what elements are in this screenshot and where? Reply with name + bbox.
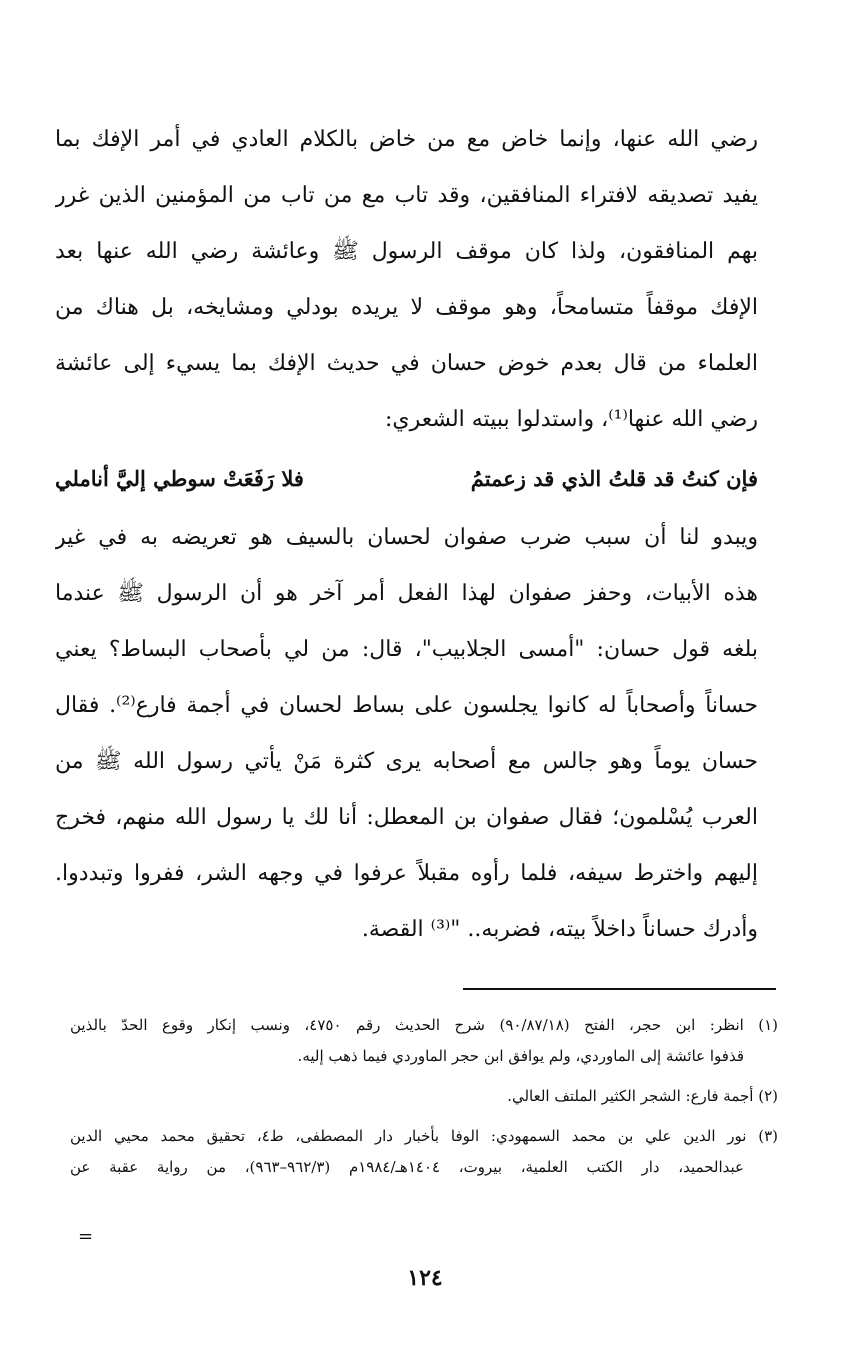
continuation-mark: = — [78, 1226, 94, 1247]
text-line: بلغه قول حسان: "أمسى الجلابيب"، قال: من لي بأصحاب البساط؟ يعني — [55, 637, 758, 662]
text-line: رضي الله عنها، وإنما خاض مع من خاض بالكلام العادي في أمر الإفك بما — [55, 127, 758, 152]
footnotes — [70, 1010, 778, 1183]
text-line: وأدرك حساناً داخلاً بيته، فضربه.. "⁽³⁾ القصة. — [361, 917, 758, 942]
text-line: ويبدو لنا أن سبب ضرب صفوان لحسان بالسيف هو تعريضه به في غير — [55, 525, 758, 550]
text-line: إليهم واخترط سيفه، فلما رأوه مقبلاً عرفوا في وجهه الشر، ففروا وتبددوا. — [55, 861, 758, 886]
footnote-3-line: (٣) نور الدين علي بن محمد السمهودي: الوفا بأخبار دار المصطفى، ط٤، تحقيق محمد محيي الدين — [70, 1127, 778, 1145]
verse-second-hemistich: فلا رَفَعَتْ سوطي إليَّ أناملي — [55, 466, 304, 491]
text-line: يفيد تصديقه لافتراء المنافقين، وقد تاب مع من تاب من المؤمنين الذين غرر — [55, 183, 758, 208]
text-line: بهم المنافقون، ولذا كان موقف الرسول ﷺ وعائشة رضي الله عنها بعد — [55, 239, 758, 264]
text-line: العرب يُسْلمون؛ فقال صفوان بن المعطل: أنا لك يا رسول الله منهم، فخرج — [55, 805, 758, 830]
page-number: ١٢٤ — [407, 1265, 443, 1291]
poetry-verse — [55, 448, 758, 510]
text-line: حسان يوماً وهو جالس مع أصحابه يرى كثرة مَنْ يأتي رسول الله ﷺ من — [55, 749, 758, 774]
footnote-separator — [463, 988, 776, 990]
text-line: حساناً وأصحاباً له كانوا يجلسون على بساط لحسان في أجمة فارع⁽²⁾. فقال — [55, 693, 758, 718]
text-line: العلماء من قال بعدم خوض حسان في حديث الإفك بما يسيء إلى عائشة — [55, 351, 758, 376]
main-text — [55, 112, 758, 958]
text-line: الإفك موقفاً متسامحاً، وهو موقف لا يريده بودلي ومشايخه، بل هناك من — [55, 295, 758, 320]
footnote-3-line: عبدالحميد، دار الكتب العلمية، بيروت، ١٤٠٤هـ/١٩٨٤م (٩٦٢/٣–٩٦٣)، من رواية عقبة عن — [70, 1158, 744, 1176]
footnote-1-line: (١) انظر: ابن حجر، الفتح (٩٠/٨٧/١٨) شرح الحديث رقم ٤٧٥٠، ونسب إنكار وقوع الحدّ بالذين — [70, 1016, 778, 1034]
footnote-1-line: قذفوا عائشة إلى الماوردي، ولم يوافق ابن حجر الماوردي فيما ذهب إليه. — [297, 1047, 744, 1065]
verse-first-hemistich: فإن كنتُ قد قلتُ الذي قد زعمتمُ — [470, 466, 758, 491]
text-line: رضي الله عنها⁽¹⁾، واستدلوا ببيته الشعري: — [384, 407, 758, 432]
text-line: هذه الأبيات، وحفز صفوان لهذا الفعل أمر آخر هو أن الرسول ﷺ عندما — [55, 581, 758, 606]
footnote-2-line: (٢) أجمة فارع: الشجر الكثير الملتف العالي. — [507, 1087, 778, 1105]
